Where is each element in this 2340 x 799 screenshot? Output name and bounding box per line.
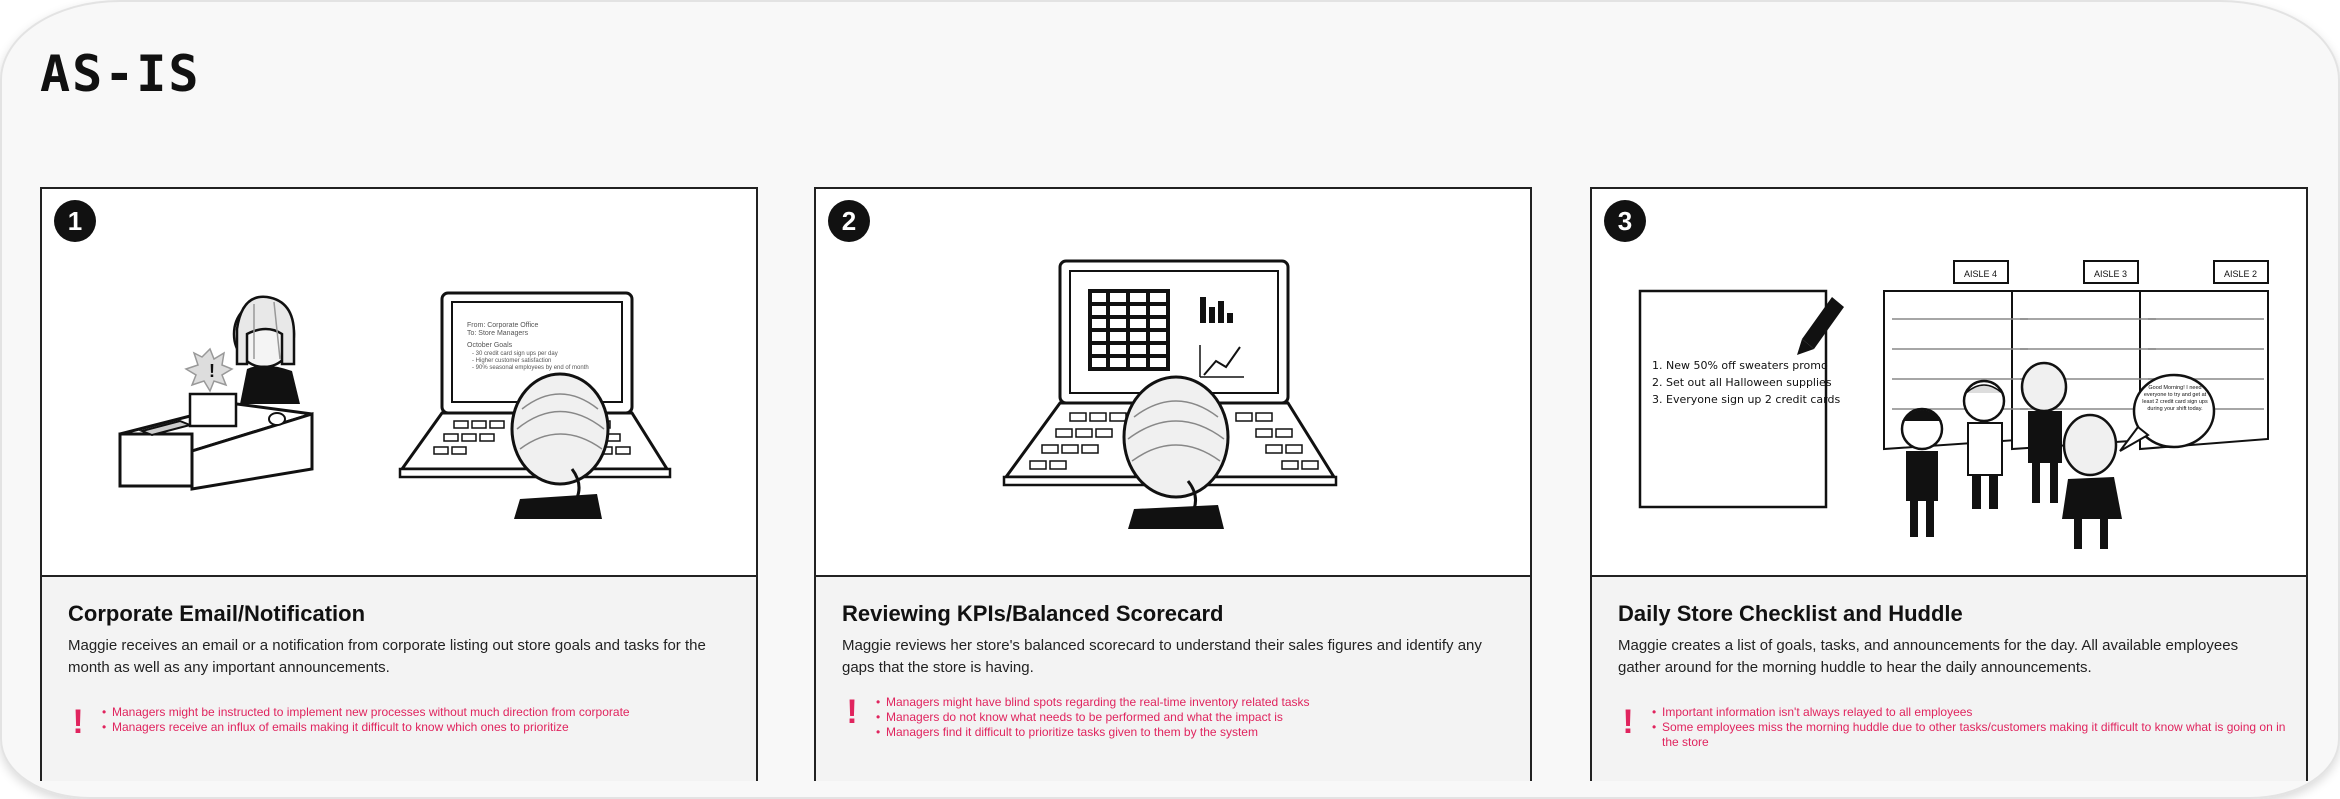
aisle-sign-label: AISLE 3 (2094, 269, 2128, 279)
desk-illustration (120, 297, 312, 489)
card-title: Reviewing KPIs/Balanced Scorecard (842, 601, 1224, 626)
illustration-scorecard (816, 189, 1530, 574)
pain-points (1618, 705, 2288, 750)
step-number-badge: 1 (54, 200, 96, 242)
exclamation-icon: ! (72, 703, 84, 741)
laptop-illustration (400, 293, 670, 519)
aisle-sign-label: AISLE 2 (2224, 269, 2258, 279)
email-line: - 90% seasonal employees by end of month (472, 365, 589, 371)
illustration-email (42, 189, 756, 574)
card-description: Maggie reviews her store's balanced scorecard to understand their sales figures and identify any gaps that the store is having. (842, 637, 1482, 676)
card-description: Maggie receives an email or a notification from corporate listing out store goals and tasks for the month as well as any important announcements. (68, 637, 706, 676)
pain-point-item: • Important information isn't always relayed to all employees (1662, 705, 2288, 720)
email-line: - 30 credit card sign ups per day (472, 351, 558, 357)
laptop-scorecard-illustration (1004, 261, 1336, 529)
card-title: Corporate Email/Notification (68, 601, 366, 626)
illustration-huddle (1592, 189, 2306, 574)
card-text-area (816, 575, 1530, 781)
pain-point-item: • Managers might be instructed to implement new processes without much direction from corporate (112, 705, 738, 720)
step-number-badge: 2 (828, 200, 870, 242)
card-text-area (42, 575, 756, 781)
aisle-sign-label: AISLE 4 (1964, 269, 1998, 279)
exclamation-icon: ! (846, 693, 858, 731)
card-title: Daily Store Checklist and Huddle (1618, 601, 1963, 626)
email-subject: October Goals (467, 342, 513, 349)
pain-points (842, 695, 1512, 740)
checklist-item: 2. Set out all Halloween supplies (1652, 376, 1832, 389)
pain-point-item: • Managers do not know what needs to be performed and what the impact is (886, 710, 1512, 725)
pain-point-item: • Managers might have blind spots regarding the real-time inventory related tasks (886, 695, 1512, 710)
story-card-2 (814, 187, 1532, 781)
story-card-1 (40, 187, 758, 781)
email-to: To: Store Managers (467, 330, 529, 337)
card-description: Maggie creates a list of goals, tasks, and announcements for the day. All available employees gather around for the morning huddle to hear the daily announcements. (1618, 637, 2239, 676)
page-title: AS-IS (40, 45, 201, 103)
email-line: - Higher customer satisfaction (472, 358, 552, 364)
exclamation-icon: ! (1622, 703, 1634, 741)
speech-bubble-text: Good Morning! I need everyone to try and get at least 2 credit card sign ups during your shift today. (2142, 385, 2208, 412)
pain-point-item: • Managers find it difficult to prioritize tasks given to them by the system (886, 725, 1512, 740)
svg-text:!: ! (209, 361, 215, 381)
story-card-3 (1590, 187, 2308, 781)
store-aisles-illustration (1884, 261, 2268, 549)
checklist-item: 3. Everyone sign up 2 credit cards (1652, 393, 1841, 406)
checklist-illustration (1640, 291, 1844, 507)
pain-points (68, 703, 738, 741)
card-text-area (1592, 575, 2306, 781)
pain-point-item: • Managers receive an influx of emails making it difficult to know which ones to prioritize (112, 720, 738, 735)
email-from: From: Corporate Office (467, 322, 539, 329)
checklist-item: 1. New 50% off sweaters promo (1652, 359, 1828, 372)
step-number-badge: 3 (1604, 200, 1646, 242)
pain-point-item: • Some employees miss the morning huddle due to other tasks/customers making it difficult to know what is going on in the store (1662, 720, 2288, 750)
